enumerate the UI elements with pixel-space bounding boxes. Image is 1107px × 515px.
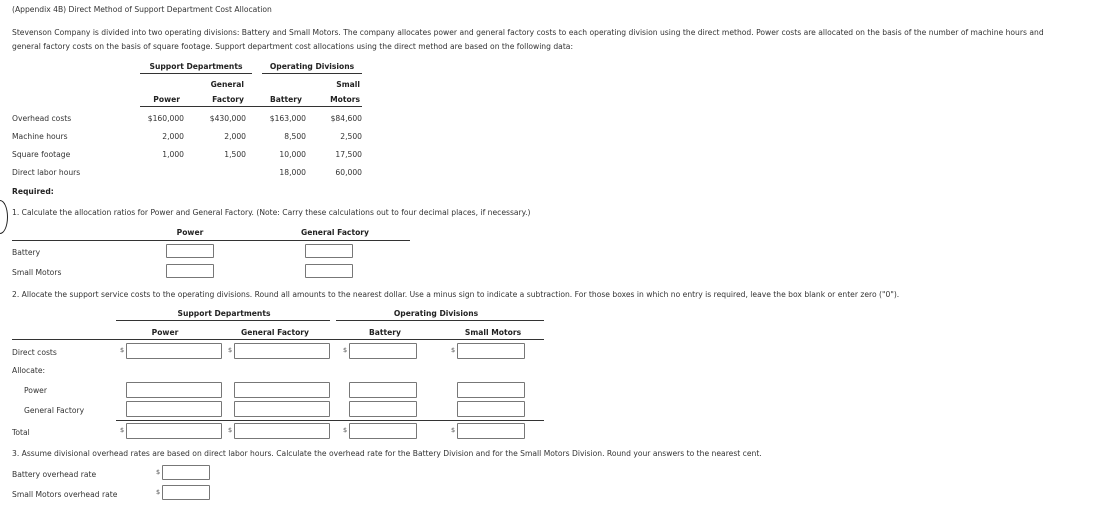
q2-total-rule (116, 420, 544, 421)
q2-alloc-power-general-input[interactable] (234, 382, 330, 398)
cell-battery: 18,000 (279, 168, 306, 177)
q2-alloc-general-power-input[interactable] (126, 401, 222, 417)
q2-alloc-power-small-input[interactable] (457, 382, 525, 398)
q3-text: 3. Assume divisional overhead rates are based on direct labor hours. Calculate the overhead rate for the Battery Division and for the Small Motors Division. Round your answers to the nearest cent. (12, 449, 762, 458)
q2-header-underline (12, 339, 544, 340)
cell-battery: 8,500 (284, 132, 306, 141)
q2-group-operating: Operating Divisions (393, 309, 479, 318)
currency-symbol: $ (451, 346, 456, 354)
currency-symbol: $ (120, 346, 125, 354)
q2-total-power-input[interactable] (126, 423, 222, 439)
intro-line-2: general factory costs on the basis of square footage. Support department cost allocations using the direct method are based on the following data: (12, 42, 574, 51)
q2-col-battery: Battery (368, 328, 402, 337)
q3-battery-rate-input[interactable] (162, 465, 210, 480)
q2-direct-small-input[interactable] (457, 343, 525, 359)
q2-alloc-general-general-input[interactable] (234, 401, 330, 417)
q3-small-rate-input[interactable] (162, 485, 210, 500)
page-title: (Appendix 4B) Direct Method of Support Department Cost Allocation (12, 5, 272, 14)
q1-small-power-input[interactable] (166, 264, 214, 278)
col-battery: Battery (269, 95, 302, 104)
q2-col-small-motors: Small Motors (464, 328, 522, 337)
row-label: Machine hours (12, 132, 68, 141)
cell-small: 17,500 (335, 150, 362, 159)
q2-direct-battery-input[interactable] (349, 343, 417, 359)
intro-line-1: Stevenson Company is divided into two operating divisions: Battery and Small Motors. The company allocates power and general factory costs to each operating division using the direct method. Power costs are allocated on the basis of the number of machine hours and (12, 28, 1044, 37)
q2-group-underline (116, 320, 330, 321)
currency-symbol: $ (120, 426, 125, 434)
q2-alloc-power-power-input[interactable] (126, 382, 222, 398)
col-power: Power (153, 95, 180, 104)
cell-power: $160,000 (147, 114, 184, 123)
cell-battery: 10,000 (279, 150, 306, 159)
q1-battery-power-input[interactable] (166, 244, 214, 258)
row-label: Overhead costs (12, 114, 72, 123)
q1-col-general-factory: General Factory (301, 228, 369, 237)
q3-row-battery-rate: Battery overhead rate (12, 470, 97, 479)
q1-row-battery: Battery (12, 248, 41, 257)
cell-power: 2,000 (162, 132, 184, 141)
cell-general: 2,000 (224, 132, 246, 141)
col-small-line2: Motors (330, 95, 360, 104)
cell-power: 1,000 (162, 150, 184, 159)
col-general-line2: Factory (212, 95, 244, 104)
q2-row-allocate: Allocate: (12, 366, 46, 375)
currency-symbol: $ (228, 346, 233, 354)
q2-group-underline (336, 320, 544, 321)
q1-header-underline (12, 240, 410, 241)
cell-small: 2,500 (340, 132, 362, 141)
q2-row-general-factory: General Factory (24, 406, 85, 415)
q2-row-total: Total (12, 428, 30, 437)
q1-battery-general-input[interactable] (305, 244, 353, 258)
cell-general: $430,000 (209, 114, 246, 123)
q1-row-small-motors: Small Motors (12, 268, 62, 277)
q2-group-support: Support Departments (177, 309, 271, 318)
q2-alloc-power-battery-input[interactable] (349, 382, 417, 398)
currency-symbol: $ (156, 488, 161, 496)
q1-text: 1. Calculate the allocation ratios for Power and General Factory. (Note: Carry these calculations out to four decimal places, if necessary.) (12, 208, 531, 217)
q2-direct-power-input[interactable] (126, 343, 222, 359)
q2-alloc-general-small-input[interactable] (457, 401, 525, 417)
q2-row-power: Power (24, 386, 47, 395)
q1-col-power: Power (176, 228, 204, 237)
group-operating-divisions: Operating Divisions (269, 62, 355, 71)
cell-battery: $163,000 (269, 114, 306, 123)
q1-small-general-input[interactable] (305, 264, 353, 278)
q2-direct-general-input[interactable] (234, 343, 330, 359)
q2-total-small-input[interactable] (457, 423, 525, 439)
q2-alloc-general-battery-input[interactable] (349, 401, 417, 417)
currency-symbol: $ (343, 426, 348, 434)
currency-symbol: $ (156, 468, 161, 476)
group-underline (262, 73, 362, 74)
currency-symbol: $ (343, 346, 348, 354)
q2-col-general-factory: General Factory (241, 328, 309, 337)
required-heading: Required: (12, 187, 54, 196)
col-small-line1: Small (336, 80, 360, 89)
cell-small: 60,000 (335, 168, 362, 177)
header-underline (140, 106, 362, 107)
col-general-line1: General (210, 80, 244, 89)
q2-total-general-input[interactable] (234, 423, 330, 439)
q2-row-direct-costs: Direct costs (12, 348, 57, 357)
row-label: Square footage (12, 150, 71, 159)
q2-col-power: Power (151, 328, 179, 337)
q2-text: 2. Allocate the support service costs to the operating divisions. Round all amounts to the nearest dollar. Use a minus sign to indicate a subtraction. For those boxes in which no entry is required, leave the box blank or enter zero ("0"). (12, 290, 900, 299)
group-underline (140, 73, 252, 74)
row-label: Direct labor hours (12, 168, 81, 177)
q3-row-small-rate: Small Motors overhead rate (12, 490, 118, 499)
page-edge-cursor (0, 200, 8, 234)
cell-small: $84,600 (330, 114, 362, 123)
q2-total-battery-input[interactable] (349, 423, 417, 439)
cell-general: 1,500 (224, 150, 246, 159)
group-support-departments: Support Departments (149, 62, 243, 71)
currency-symbol: $ (451, 426, 456, 434)
currency-symbol: $ (228, 426, 233, 434)
